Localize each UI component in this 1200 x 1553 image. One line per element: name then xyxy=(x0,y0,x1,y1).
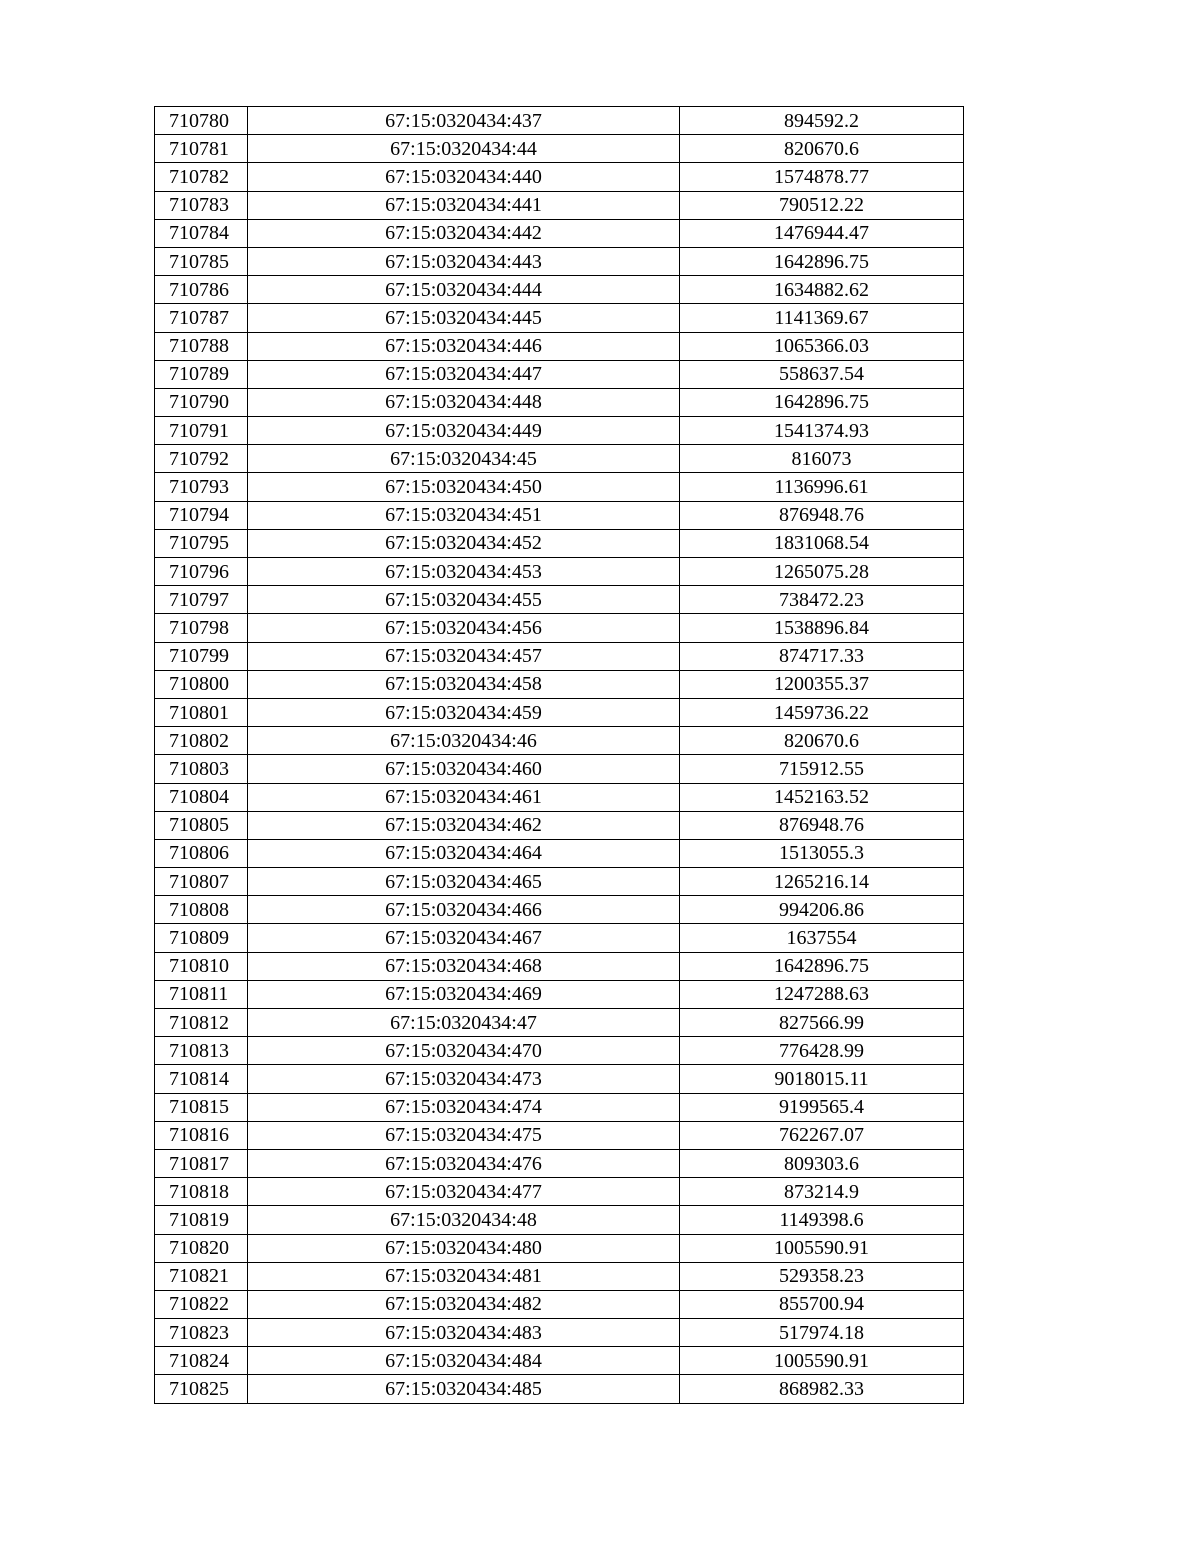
table-row xyxy=(155,1121,964,1149)
row-number-cell: 710796 xyxy=(155,558,248,586)
value-cell: 1200355.37 xyxy=(680,670,964,698)
table-row xyxy=(155,501,964,529)
row-number-cell: 710813 xyxy=(155,1037,248,1065)
row-number-cell: 710799 xyxy=(155,642,248,670)
table-row xyxy=(155,980,964,1008)
value-cell: 1141369.67 xyxy=(680,304,964,332)
value-cell: 9199565.4 xyxy=(680,1093,964,1121)
cadastral-number-cell: 67:15:0320434:47 xyxy=(248,1009,680,1037)
row-number-cell: 710814 xyxy=(155,1065,248,1093)
table-row xyxy=(155,1375,964,1403)
value-cell: 1642896.75 xyxy=(680,388,964,416)
value-cell: 1265216.14 xyxy=(680,868,964,896)
row-number-cell: 710780 xyxy=(155,107,248,135)
cadastral-number-cell: 67:15:0320434:468 xyxy=(248,952,680,980)
value-cell: 1634882.62 xyxy=(680,276,964,304)
value-cell: 1642896.75 xyxy=(680,952,964,980)
row-number-cell: 710825 xyxy=(155,1375,248,1403)
cadastral-number-cell: 67:15:0320434:456 xyxy=(248,614,680,642)
cadastral-number-cell: 67:15:0320434:483 xyxy=(248,1319,680,1347)
table-row xyxy=(155,276,964,304)
row-number-cell: 710782 xyxy=(155,163,248,191)
value-cell: 873214.9 xyxy=(680,1178,964,1206)
value-cell: 820670.6 xyxy=(680,727,964,755)
table-row xyxy=(155,191,964,219)
cadastral-number-cell: 67:15:0320434:445 xyxy=(248,304,680,332)
value-cell: 1541374.93 xyxy=(680,417,964,445)
table-row xyxy=(155,1319,964,1347)
cadastral-number-cell: 67:15:0320434:466 xyxy=(248,896,680,924)
value-cell: 9018015.11 xyxy=(680,1065,964,1093)
row-number-cell: 710807 xyxy=(155,868,248,896)
row-number-cell: 710785 xyxy=(155,247,248,275)
cadastral-number-cell: 67:15:0320434:467 xyxy=(248,924,680,952)
table-row xyxy=(155,755,964,783)
table-row xyxy=(155,163,964,191)
cadastral-number-cell: 67:15:0320434:461 xyxy=(248,783,680,811)
table-row xyxy=(155,1009,964,1037)
table-row xyxy=(155,952,964,980)
row-number-cell: 710790 xyxy=(155,388,248,416)
table-row xyxy=(155,614,964,642)
value-cell: 894592.2 xyxy=(680,107,964,135)
value-cell: 1538896.84 xyxy=(680,614,964,642)
cadastral-number-cell: 67:15:0320434:452 xyxy=(248,529,680,557)
value-cell: 820670.6 xyxy=(680,135,964,163)
value-cell: 827566.99 xyxy=(680,1009,964,1037)
table-row xyxy=(155,388,964,416)
cadastral-number-cell: 67:15:0320434:455 xyxy=(248,586,680,614)
cadastral-number-cell: 67:15:0320434:442 xyxy=(248,219,680,247)
cadastral-number-cell: 67:15:0320434:459 xyxy=(248,698,680,726)
table-row xyxy=(155,1037,964,1065)
value-cell: 876948.76 xyxy=(680,811,964,839)
cadastral-number-cell: 67:15:0320434:48 xyxy=(248,1206,680,1234)
data-table xyxy=(154,106,964,1404)
value-cell: 809303.6 xyxy=(680,1149,964,1177)
value-cell: 1831068.54 xyxy=(680,529,964,557)
table-row xyxy=(155,924,964,952)
row-number-cell: 710804 xyxy=(155,783,248,811)
table-row xyxy=(155,445,964,473)
row-number-cell: 710789 xyxy=(155,360,248,388)
table-row xyxy=(155,868,964,896)
value-cell: 1513055.3 xyxy=(680,839,964,867)
value-cell: 1637554 xyxy=(680,924,964,952)
value-cell: 1005590.91 xyxy=(680,1234,964,1262)
row-number-cell: 710815 xyxy=(155,1093,248,1121)
cadastral-number-cell: 67:15:0320434:440 xyxy=(248,163,680,191)
value-cell: 1642896.75 xyxy=(680,247,964,275)
row-number-cell: 710793 xyxy=(155,473,248,501)
value-cell: 876948.76 xyxy=(680,501,964,529)
row-number-cell: 710802 xyxy=(155,727,248,755)
value-cell: 994206.86 xyxy=(680,896,964,924)
row-number-cell: 710794 xyxy=(155,501,248,529)
value-cell: 855700.94 xyxy=(680,1290,964,1318)
row-number-cell: 710816 xyxy=(155,1121,248,1149)
value-cell: 1065366.03 xyxy=(680,332,964,360)
cadastral-number-cell: 67:15:0320434:458 xyxy=(248,670,680,698)
row-number-cell: 710812 xyxy=(155,1009,248,1037)
row-number-cell: 710809 xyxy=(155,924,248,952)
value-cell: 529358.23 xyxy=(680,1262,964,1290)
row-number-cell: 710822 xyxy=(155,1290,248,1318)
row-number-cell: 710791 xyxy=(155,417,248,445)
row-number-cell: 710821 xyxy=(155,1262,248,1290)
table-row xyxy=(155,1347,964,1375)
table-row xyxy=(155,135,964,163)
table-row xyxy=(155,670,964,698)
row-number-cell: 710819 xyxy=(155,1206,248,1234)
cadastral-number-cell: 67:15:0320434:447 xyxy=(248,360,680,388)
table-row xyxy=(155,1065,964,1093)
value-cell: 715912.55 xyxy=(680,755,964,783)
table-row xyxy=(155,698,964,726)
value-cell: 816073 xyxy=(680,445,964,473)
cadastral-number-cell: 67:15:0320434:453 xyxy=(248,558,680,586)
row-number-cell: 710820 xyxy=(155,1234,248,1262)
row-number-cell: 710798 xyxy=(155,614,248,642)
row-number-cell: 710805 xyxy=(155,811,248,839)
value-cell: 1265075.28 xyxy=(680,558,964,586)
table-row xyxy=(155,304,964,332)
row-number-cell: 710808 xyxy=(155,896,248,924)
table-row xyxy=(155,839,964,867)
value-cell: 1149398.6 xyxy=(680,1206,964,1234)
row-number-cell: 710787 xyxy=(155,304,248,332)
table-row xyxy=(155,1093,964,1121)
value-cell: 1459736.22 xyxy=(680,698,964,726)
cadastral-number-cell: 67:15:0320434:475 xyxy=(248,1121,680,1149)
table-row xyxy=(155,247,964,275)
cadastral-number-cell: 67:15:0320434:449 xyxy=(248,417,680,445)
table-row xyxy=(155,586,964,614)
cadastral-number-cell: 67:15:0320434:474 xyxy=(248,1093,680,1121)
cadastral-number-cell: 67:15:0320434:44 xyxy=(248,135,680,163)
cadastral-number-cell: 67:15:0320434:437 xyxy=(248,107,680,135)
table-row xyxy=(155,219,964,247)
row-number-cell: 710817 xyxy=(155,1149,248,1177)
table-row xyxy=(155,1234,964,1262)
cadastral-number-cell: 67:15:0320434:460 xyxy=(248,755,680,783)
row-number-cell: 710803 xyxy=(155,755,248,783)
cadastral-number-cell: 67:15:0320434:464 xyxy=(248,839,680,867)
value-cell: 762267.07 xyxy=(680,1121,964,1149)
row-number-cell: 710810 xyxy=(155,952,248,980)
cadastral-number-cell: 67:15:0320434:470 xyxy=(248,1037,680,1065)
cadastral-number-cell: 67:15:0320434:480 xyxy=(248,1234,680,1262)
row-number-cell: 710806 xyxy=(155,839,248,867)
table-row xyxy=(155,473,964,501)
cadastral-number-cell: 67:15:0320434:451 xyxy=(248,501,680,529)
value-cell: 1574878.77 xyxy=(680,163,964,191)
row-number-cell: 710801 xyxy=(155,698,248,726)
table-row xyxy=(155,811,964,839)
cadastral-number-cell: 67:15:0320434:444 xyxy=(248,276,680,304)
table-row xyxy=(155,1290,964,1318)
row-number-cell: 710786 xyxy=(155,276,248,304)
cadastral-number-cell: 67:15:0320434:450 xyxy=(248,473,680,501)
table-row xyxy=(155,107,964,135)
cadastral-number-cell: 67:15:0320434:476 xyxy=(248,1149,680,1177)
value-cell: 1476944.47 xyxy=(680,219,964,247)
cadastral-number-cell: 67:15:0320434:484 xyxy=(248,1347,680,1375)
table-row xyxy=(155,1149,964,1177)
table-row xyxy=(155,783,964,811)
row-number-cell: 710792 xyxy=(155,445,248,473)
value-cell: 1452163.52 xyxy=(680,783,964,811)
value-cell: 874717.33 xyxy=(680,642,964,670)
value-cell: 738472.23 xyxy=(680,586,964,614)
row-number-cell: 710818 xyxy=(155,1178,248,1206)
cadastral-number-cell: 67:15:0320434:462 xyxy=(248,811,680,839)
value-cell: 776428.99 xyxy=(680,1037,964,1065)
row-number-cell: 710795 xyxy=(155,529,248,557)
row-number-cell: 710788 xyxy=(155,332,248,360)
table-row xyxy=(155,642,964,670)
row-number-cell: 710800 xyxy=(155,670,248,698)
cadastral-number-cell: 67:15:0320434:46 xyxy=(248,727,680,755)
cadastral-number-cell: 67:15:0320434:477 xyxy=(248,1178,680,1206)
cadastral-number-cell: 67:15:0320434:469 xyxy=(248,980,680,1008)
table-row xyxy=(155,896,964,924)
cadastral-number-cell: 67:15:0320434:481 xyxy=(248,1262,680,1290)
cadastral-number-cell: 67:15:0320434:465 xyxy=(248,868,680,896)
cadastral-number-cell: 67:15:0320434:446 xyxy=(248,332,680,360)
value-cell: 1005590.91 xyxy=(680,1347,964,1375)
table-row xyxy=(155,332,964,360)
row-number-cell: 710811 xyxy=(155,980,248,1008)
value-cell: 517974.18 xyxy=(680,1319,964,1347)
row-number-cell: 710797 xyxy=(155,586,248,614)
row-number-cell: 710784 xyxy=(155,219,248,247)
cadastral-number-cell: 67:15:0320434:45 xyxy=(248,445,680,473)
row-number-cell: 710781 xyxy=(155,135,248,163)
value-cell: 558637.54 xyxy=(680,360,964,388)
table-row xyxy=(155,417,964,445)
value-cell: 790512.22 xyxy=(680,191,964,219)
cadastral-number-cell: 67:15:0320434:448 xyxy=(248,388,680,416)
cadastral-number-cell: 67:15:0320434:485 xyxy=(248,1375,680,1403)
cadastral-number-cell: 67:15:0320434:482 xyxy=(248,1290,680,1318)
table-row xyxy=(155,360,964,388)
table-body xyxy=(155,107,964,1404)
value-cell: 868982.33 xyxy=(680,1375,964,1403)
table-row xyxy=(155,1178,964,1206)
table-row xyxy=(155,558,964,586)
cadastral-number-cell: 67:15:0320434:457 xyxy=(248,642,680,670)
row-number-cell: 710783 xyxy=(155,191,248,219)
value-cell: 1136996.61 xyxy=(680,473,964,501)
table-row xyxy=(155,529,964,557)
value-cell: 1247288.63 xyxy=(680,980,964,1008)
cadastral-number-cell: 67:15:0320434:441 xyxy=(248,191,680,219)
table-row xyxy=(155,1262,964,1290)
cadastral-number-cell: 67:15:0320434:473 xyxy=(248,1065,680,1093)
cadastral-number-cell: 67:15:0320434:443 xyxy=(248,247,680,275)
row-number-cell: 710824 xyxy=(155,1347,248,1375)
row-number-cell: 710823 xyxy=(155,1319,248,1347)
table-row xyxy=(155,1206,964,1234)
table-row xyxy=(155,727,964,755)
